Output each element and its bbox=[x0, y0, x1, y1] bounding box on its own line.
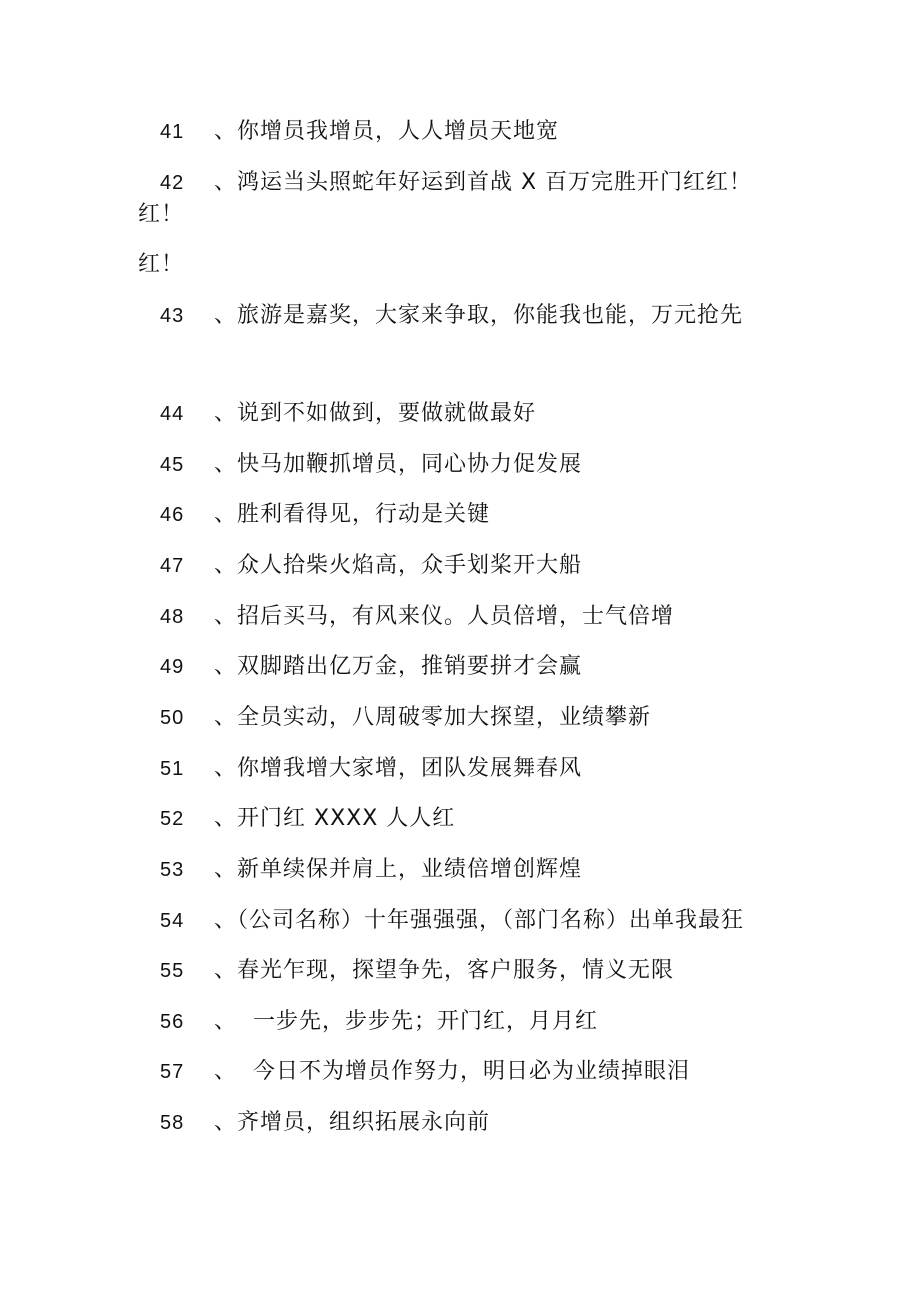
slogan-line-52 bbox=[160, 805, 455, 833]
slogan-line-51 bbox=[160, 755, 582, 783]
item-text: 、旅游是嘉奖，大家来争取，你能我也能，万元抢先 bbox=[214, 303, 744, 328]
item-number: 48 bbox=[160, 606, 185, 628]
item-number: 41 bbox=[160, 121, 185, 143]
item-number: 46 bbox=[160, 504, 185, 526]
item-text: 、 今日不为增员作努力，明日必为业绩掉眼泪 bbox=[214, 1059, 690, 1084]
item-number: 53 bbox=[160, 859, 185, 881]
slogan-continuation-2 bbox=[138, 251, 184, 279]
slogan-line-56 bbox=[160, 1008, 598, 1036]
slogan-line-46 bbox=[160, 501, 490, 529]
item-text: 、 一步先，步步先；开门红，月月红 bbox=[214, 1009, 598, 1034]
item-text: 、招后买马，有风来仪。人员倍增，士气倍增 bbox=[214, 604, 675, 629]
item-number: 45 bbox=[160, 454, 185, 476]
item-number: 51 bbox=[160, 758, 185, 780]
item-text: 、鸿运当头照蛇年好运到首战 X 百万完胜开门红红！ bbox=[214, 170, 753, 195]
item-text: 、你增我增大家增，团队发展舞春风 bbox=[214, 756, 583, 781]
slogan-line-57 bbox=[160, 1058, 690, 1086]
item-text: 、说到不如做到，要做就做最好 bbox=[214, 401, 537, 426]
item-text: 、快马加鞭抓增员，同心协力促发展 bbox=[214, 452, 583, 477]
item-number: 56 bbox=[160, 1011, 185, 1033]
slogan-continuation-1 bbox=[138, 201, 184, 229]
item-number: 44 bbox=[160, 403, 185, 425]
item-number: 54 bbox=[160, 910, 185, 932]
item-number: 49 bbox=[160, 656, 185, 678]
slogan-line-53 bbox=[160, 856, 582, 884]
slogan-line-42 bbox=[160, 169, 752, 197]
item-text: 、众人拾柴火焰高，众手划桨开大船 bbox=[214, 553, 583, 578]
slogan-line-58 bbox=[160, 1109, 490, 1137]
item-text: 红！ bbox=[138, 202, 185, 227]
item-text: 、胜利看得见，行动是关键 bbox=[214, 502, 491, 527]
item-number: 47 bbox=[160, 555, 185, 577]
item-text: 红！ bbox=[138, 252, 185, 277]
item-number: 57 bbox=[160, 1061, 185, 1083]
slogan-line-50 bbox=[160, 704, 651, 732]
slogan-line-45 bbox=[160, 451, 582, 479]
slogan-line-55 bbox=[160, 957, 674, 985]
slogan-line-48 bbox=[160, 603, 674, 631]
slogan-line-44 bbox=[160, 400, 536, 428]
item-number: 55 bbox=[160, 960, 185, 982]
item-text: 、双脚踏出亿万金，推销要拼才会赢 bbox=[214, 654, 583, 679]
slogan-line-49 bbox=[160, 653, 582, 681]
item-number: 50 bbox=[160, 707, 185, 729]
item-text: 、齐增员，组织拓展永向前 bbox=[214, 1110, 491, 1135]
item-text: 、（公司名称）十年强强强，（部门名称）出单我最狂 bbox=[214, 908, 745, 933]
item-text: 、开门红 XXXX 人人红 bbox=[214, 806, 456, 831]
slogan-line-54 bbox=[160, 907, 744, 935]
slogan-line-47 bbox=[160, 552, 582, 580]
item-number: 58 bbox=[160, 1112, 185, 1134]
slogan-line-43 bbox=[160, 302, 743, 330]
item-text: 、春光乍现，探望争先，客户服务，情义无限 bbox=[214, 958, 675, 983]
item-number: 43 bbox=[160, 305, 185, 327]
item-number: 52 bbox=[160, 808, 185, 830]
item-text: 、你增员我增员，人人增员天地宽 bbox=[214, 119, 560, 144]
item-text: 、新单续保并肩上，业绩倍增创辉煌 bbox=[214, 857, 583, 882]
slogan-line-41 bbox=[160, 118, 559, 146]
item-text: 、全员实动，八周破零加大探望，业绩攀新 bbox=[214, 705, 652, 730]
item-number: 42 bbox=[160, 172, 185, 194]
